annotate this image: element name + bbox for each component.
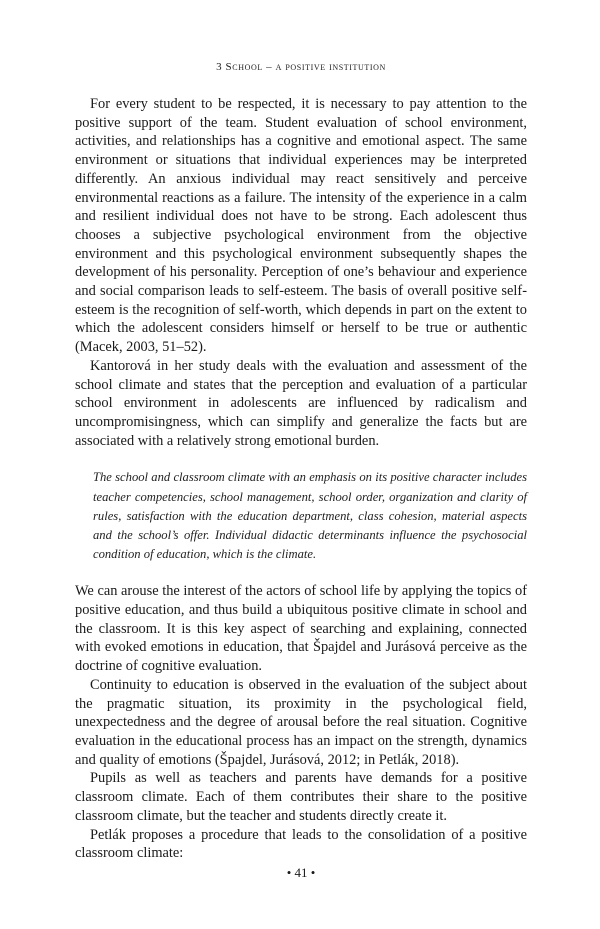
paragraph-procedure: Petlák proposes a procedure that leads to the consolidation of a positive classroom climate: [75,826,527,862]
book-page [75,0,527,929]
paragraph-respect: For every student to be respected, it is necessary to pay attention to the positive support of the team. Student evaluation of school environment, activities, and relationships has a cognitive and emotional aspect. The same environment or situations that individual experiences may be interpreted differently. An anxious individual may react sensitively and perceive environmental reactions as a failure. The intensity of the experience in a calm and resilient individual does not have to be strong. Each adolescent thus chooses a subjective psychological environment from the objective environment and this psychological environment subsequently shapes the development of his personality. Perception of one’s behaviour and experience and social comparison leads to self-esteem. The basis of overall positive self-esteem is the recognition of self-worth, which depends in part on the extent to which the adolescent considers himself or herself to be true or authentic (Macek, 2003, 51–52). [75,96,527,356]
paragraph-kantorova: Kantorová in her study deals with the evaluation and assessment of the school climate and states that the perception and evaluation of a particular school environment in adolescents are influenced by radicalism and uncompromisingness, which can simplify and generalize the facts but are associated with a relatively strong emotional burden. [75,357,527,449]
body-text [75,95,527,863]
block-quote: The school and classroom climate with an emphasis on its positive character includes teacher competencies, school management, school order, organization and clarity of rules, satisfaction with the education department, class cohesion, material aspects and the school’s offer. Individual didactic determinants influence the psychosocial condition of education, which is the climate. [93,470,527,562]
paragraph-demands: Pupils as well as teachers and parents have demands for a positive classroom climate. Each of them contributes their share to the positive classroom climate, but the teacher and students directly create it. [75,770,527,824]
page-number: • 41 • [286,865,316,880]
paragraph-continuity: Continuity to education is observed in the evaluation of the subject about the pragmatic situation, its proximity in the psychological field, unexpectedness and the degree of arousal before the real situation. Cognitive evaluation in the educational process has an impact on the strength, dynamics and quality of emotions (Špajdel, Jurásová, 2012; in Petlák, 2018). [75,676,527,768]
paragraph-positive-education: We can arouse the interest of the actors of school life by applying the topics of positive education, and thus build a ubiquitous positive climate in school and the classroom. It is this key aspect of searching and explaining, connected with evoked emotions in education, that Špajdel and Jurásová perceive as the doctrine of cognitive evaluation. [75,583,527,675]
running-head: 3 School – a positive institution [216,61,386,73]
